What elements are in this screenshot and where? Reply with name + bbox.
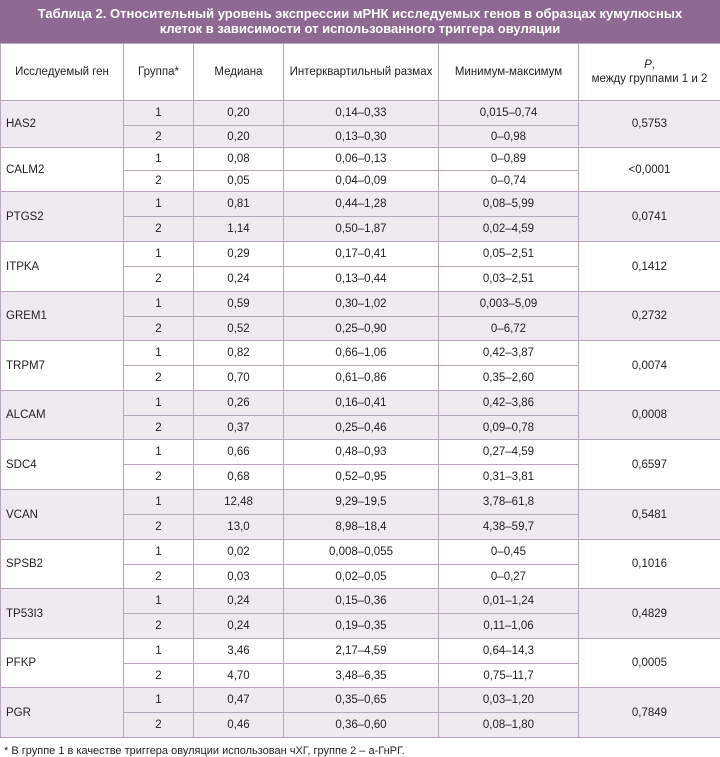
- header-gene: Исследуемый ген: [1, 44, 124, 101]
- expression-table: [0, 43, 720, 738]
- median-cell: 0,03: [194, 565, 284, 589]
- minmax-cell: 0,03–2,51: [439, 267, 579, 292]
- gene-name-cell: CALM2: [1, 148, 124, 192]
- table-row: [1, 540, 720, 565]
- iqr-cell: 0,25–0,90: [284, 317, 439, 341]
- minmax-cell: 0,05–2,51: [439, 242, 579, 267]
- iqr-cell: 0,35–0,65: [284, 688, 439, 713]
- header-row: [1, 44, 720, 101]
- group-cell: 2: [124, 515, 194, 540]
- table-row: [1, 292, 720, 317]
- group-cell: 1: [124, 192, 194, 217]
- minmax-cell: 0–0,89: [439, 148, 579, 171]
- iqr-cell: 0,13–0,44: [284, 267, 439, 292]
- gene-name-cell: ALCAM: [1, 391, 124, 440]
- iqr-cell: 0,13–0,30: [284, 126, 439, 148]
- median-cell: 0,24: [194, 267, 284, 292]
- median-cell: 0,68: [194, 465, 284, 490]
- minmax-cell: 0,42–3,86: [439, 391, 579, 416]
- table-row: [1, 589, 720, 614]
- gene-name-cell: VCAN: [1, 490, 124, 540]
- median-cell: 13,0: [194, 515, 284, 540]
- table-row: [1, 688, 720, 713]
- iqr-cell: 0,52–0,95: [284, 465, 439, 490]
- median-cell: 0,37: [194, 416, 284, 440]
- iqr-cell: 0,50–1,87: [284, 217, 439, 242]
- iqr-cell: 0,36–0,60: [284, 713, 439, 738]
- table-title: [0, 0, 720, 43]
- median-cell: 0,02: [194, 540, 284, 565]
- minmax-cell: 0–0,45: [439, 540, 579, 565]
- group-cell: 2: [124, 217, 194, 242]
- median-cell: 0,29: [194, 242, 284, 267]
- table-row: [1, 242, 720, 267]
- group-cell: 2: [124, 614, 194, 639]
- table-title-line-2: клеток в зависимости от использованного триггера овуляции: [0, 21, 720, 36]
- median-cell: 0,66: [194, 440, 284, 465]
- group-cell: 2: [124, 366, 194, 391]
- group-cell: 1: [124, 440, 194, 465]
- gene-name-cell: SDC4: [1, 440, 124, 490]
- iqr-cell: 0,17–0,41: [284, 242, 439, 267]
- p-value-cell: 0,0005: [579, 639, 720, 688]
- iqr-cell: 0,06–0,13: [284, 148, 439, 171]
- p-value-cell: 0,5481: [579, 490, 720, 540]
- header-p-comma: ,: [652, 59, 655, 71]
- group-cell: 1: [124, 101, 194, 126]
- iqr-cell: 8,98–18,4: [284, 515, 439, 540]
- gene-name-cell: GREM1: [1, 292, 124, 341]
- median-cell: 1,14: [194, 217, 284, 242]
- median-cell: 0,24: [194, 614, 284, 639]
- median-cell: 12,48: [194, 490, 284, 515]
- header-iqr: Интерквартильный размах: [284, 44, 439, 101]
- group-cell: 2: [124, 126, 194, 148]
- minmax-cell: 3,78–61,8: [439, 490, 579, 515]
- p-value-cell: 0,2732: [579, 292, 720, 341]
- p-value-cell: 0,0074: [579, 341, 720, 391]
- group-cell: 1: [124, 242, 194, 267]
- iqr-cell: 9,29–19,5: [284, 490, 439, 515]
- p-value-cell: 0,1412: [579, 242, 720, 292]
- group-cell: 1: [124, 688, 194, 713]
- minmax-cell: 0,003–5,09: [439, 292, 579, 317]
- iqr-cell: 0,25–0,46: [284, 416, 439, 440]
- minmax-cell: 0–0,98: [439, 126, 579, 148]
- group-cell: 1: [124, 589, 194, 614]
- group-cell: 1: [124, 292, 194, 317]
- minmax-cell: 0,03–1,20: [439, 688, 579, 713]
- median-cell: 0,70: [194, 366, 284, 391]
- gene-name-cell: ITPKA: [1, 242, 124, 292]
- iqr-cell: 0,66–1,06: [284, 341, 439, 366]
- median-cell: 0,52: [194, 317, 284, 341]
- gene-name-cell: HAS2: [1, 101, 124, 148]
- group-cell: 2: [124, 416, 194, 440]
- group-cell: 2: [124, 317, 194, 341]
- minmax-cell: 0–0,74: [439, 171, 579, 192]
- group-cell: 1: [124, 540, 194, 565]
- p-value-cell: 0,6597: [579, 440, 720, 490]
- group-cell: 1: [124, 490, 194, 515]
- p-value-cell: 0,7849: [579, 688, 720, 738]
- iqr-cell: 0,61–0,86: [284, 366, 439, 391]
- group-cell: 1: [124, 341, 194, 366]
- median-cell: 0,46: [194, 713, 284, 738]
- gene-name-cell: TP53I3: [1, 589, 124, 639]
- minmax-cell: 0,11–1,06: [439, 614, 579, 639]
- iqr-cell: 0,16–0,41: [284, 391, 439, 416]
- header-p-value: [579, 44, 720, 101]
- median-cell: 0,20: [194, 101, 284, 126]
- median-cell: 0,20: [194, 126, 284, 148]
- minmax-cell: 0,08–5,99: [439, 192, 579, 217]
- group-cell: 2: [124, 664, 194, 688]
- p-value-cell: <0,0001: [579, 148, 720, 192]
- minmax-cell: 0–6,72: [439, 317, 579, 341]
- median-cell: 0,47: [194, 688, 284, 713]
- header-p-symbol: P: [644, 59, 652, 71]
- table-row: [1, 101, 720, 126]
- median-cell: 0,08: [194, 148, 284, 171]
- group-cell: 2: [124, 465, 194, 490]
- table-row: [1, 490, 720, 515]
- minmax-cell: 0–0,27: [439, 565, 579, 589]
- p-value-cell: 0,5753: [579, 101, 720, 148]
- table-row: [1, 391, 720, 416]
- iqr-cell: 0,19–0,35: [284, 614, 439, 639]
- minmax-cell: 0,02–4,59: [439, 217, 579, 242]
- minmax-cell: 0,01–1,24: [439, 589, 579, 614]
- minmax-cell: 0,35–2,60: [439, 366, 579, 391]
- group-cell: 1: [124, 391, 194, 416]
- table-row: [1, 639, 720, 664]
- gene-name-cell: SPSB2: [1, 540, 124, 589]
- group-cell: 2: [124, 713, 194, 738]
- group-cell: 1: [124, 148, 194, 171]
- median-cell: 0,81: [194, 192, 284, 217]
- p-value-cell: 0,4829: [579, 589, 720, 639]
- table-body: [1, 101, 720, 738]
- iqr-cell: 0,30–1,02: [284, 292, 439, 317]
- header-p-text: между группами 1 и 2: [592, 73, 708, 85]
- gene-name-cell: PGR: [1, 688, 124, 738]
- group-cell: 2: [124, 171, 194, 192]
- iqr-cell: 0,008–0,055: [284, 540, 439, 565]
- minmax-cell: 0,27–4,59: [439, 440, 579, 465]
- table-row: [1, 192, 720, 217]
- median-cell: 0,05: [194, 171, 284, 192]
- median-cell: 0,59: [194, 292, 284, 317]
- iqr-cell: 0,48–0,93: [284, 440, 439, 465]
- gene-name-cell: TRPM7: [1, 341, 124, 391]
- median-cell: 0,26: [194, 391, 284, 416]
- header-minmax: Минимум-максимум: [439, 44, 579, 101]
- iqr-cell: 2,17–4,59: [284, 639, 439, 664]
- median-cell: 0,24: [194, 589, 284, 614]
- minmax-cell: 0,64–14,3: [439, 639, 579, 664]
- iqr-cell: 0,04–0,09: [284, 171, 439, 192]
- median-cell: 4,70: [194, 664, 284, 688]
- p-value-cell: 0,0741: [579, 192, 720, 242]
- table-row: [1, 148, 720, 171]
- iqr-cell: 3,48–6,35: [284, 664, 439, 688]
- gene-name-cell: PTGS2: [1, 192, 124, 242]
- median-cell: 3,46: [194, 639, 284, 664]
- p-value-cell: 0,0008: [579, 391, 720, 440]
- iqr-cell: 0,14–0,33: [284, 101, 439, 126]
- minmax-cell: 0,31–3,81: [439, 465, 579, 490]
- table-row: [1, 440, 720, 465]
- p-value-cell: 0,1016: [579, 540, 720, 589]
- group-cell: 2: [124, 565, 194, 589]
- iqr-cell: 0,02–0,05: [284, 565, 439, 589]
- median-cell: 0,82: [194, 341, 284, 366]
- iqr-cell: 0,44–1,28: [284, 192, 439, 217]
- minmax-cell: 0,09–0,78: [439, 416, 579, 440]
- minmax-cell: 0,08–1,80: [439, 713, 579, 738]
- group-cell: 2: [124, 267, 194, 292]
- table-row: [1, 341, 720, 366]
- header-median: Медиана: [194, 44, 284, 101]
- group-cell: 1: [124, 639, 194, 664]
- gene-name-cell: PFKP: [1, 639, 124, 688]
- iqr-cell: 0,15–0,36: [284, 589, 439, 614]
- footnote: * В группе 1 в качестве триггера овуляции использован чХГ, группе 2 – а-ГнРГ.: [0, 738, 720, 757]
- minmax-cell: 0,015–0,74: [439, 101, 579, 126]
- minmax-cell: 4,38–59,7: [439, 515, 579, 540]
- header-group: Группа*: [124, 44, 194, 101]
- minmax-cell: 0,75–11,7: [439, 664, 579, 688]
- minmax-cell: 0,42–3,87: [439, 341, 579, 366]
- table-title-line-1: Таблица 2. Относительный уровень экспрессии мРНК исследуемых генов в образцах кумулюсных: [0, 6, 720, 21]
